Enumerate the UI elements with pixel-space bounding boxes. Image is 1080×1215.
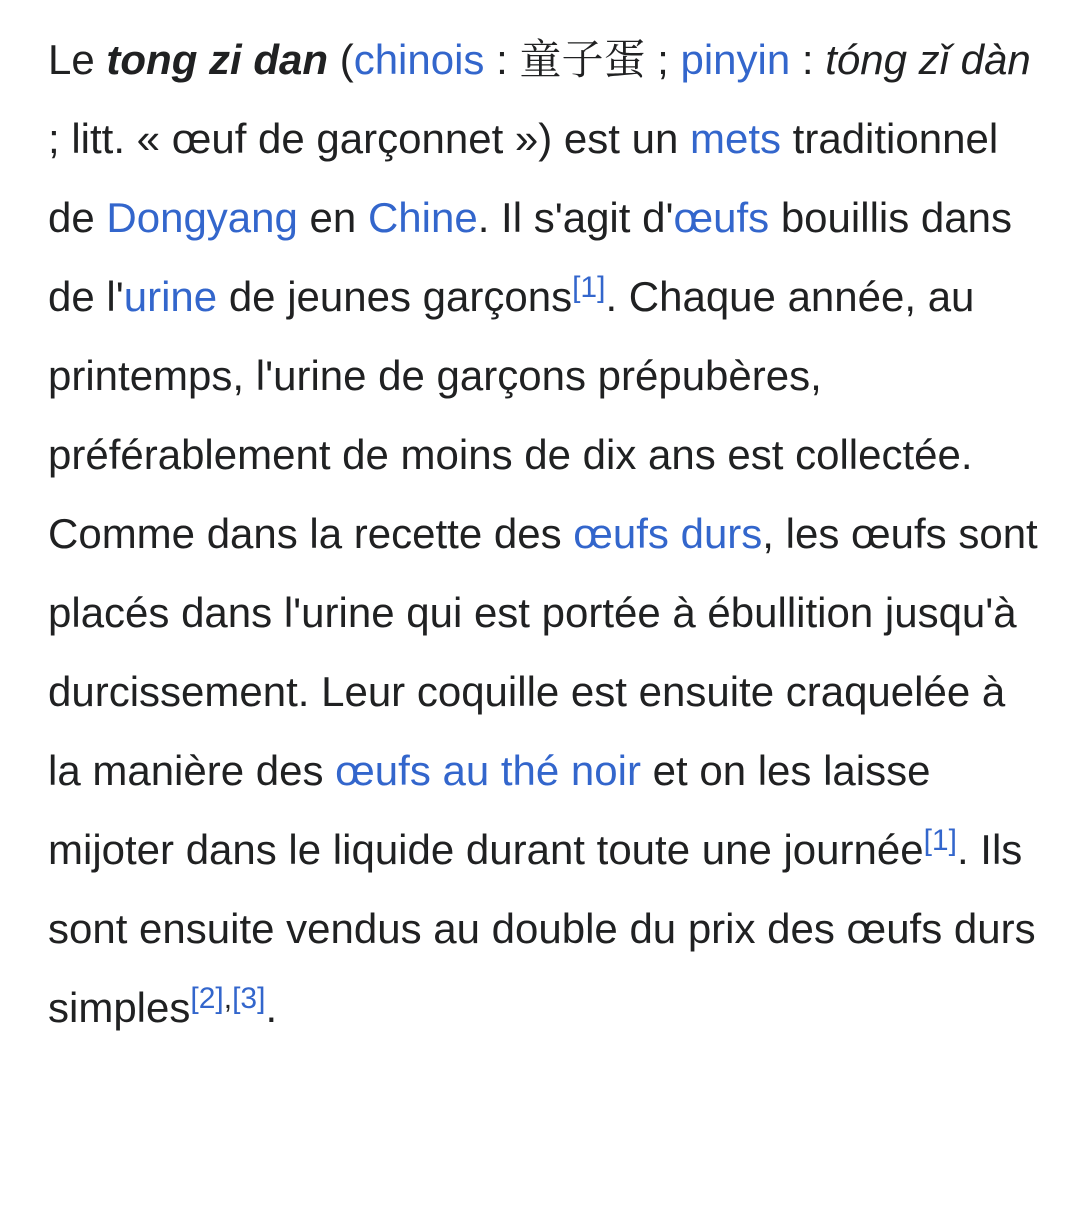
text-segment: : xyxy=(790,36,826,83)
reference-separator: , xyxy=(223,982,233,1015)
link-urine[interactable]: urine xyxy=(123,273,218,320)
text-segment: ; litt. « œuf de garçonnet ») est un xyxy=(48,115,690,162)
reference-link-1[interactable]: [1] xyxy=(572,271,606,304)
reference-link-2[interactable]: [2] xyxy=(190,982,224,1015)
article-paragraph xyxy=(48,20,1040,1047)
text-segment: . xyxy=(265,984,278,1031)
link-oeufs-durs[interactable]: œufs durs xyxy=(573,510,763,557)
text-segment: bouillis dans de l' xyxy=(48,194,1012,320)
link-oeufs[interactable]: œufs xyxy=(673,194,770,241)
reference-1 xyxy=(572,271,605,304)
reference-2-3 xyxy=(190,982,265,1015)
text-segment: Le xyxy=(48,36,107,83)
reference-link-3[interactable]: [3] xyxy=(232,982,266,1015)
reference-1b xyxy=(924,824,957,857)
pinyin-text: tóng zǐ dàn xyxy=(825,36,1031,83)
link-chine[interactable]: Chine xyxy=(367,194,478,241)
article-term: tong zi dan xyxy=(106,36,329,83)
text-segment: , les œufs sont placés dans l'urine qui est portée à ébullition jusqu'à durcissement. Leur coquille est ensuite craquelée à la manière des xyxy=(48,510,1038,794)
link-oeufs-au-the-noir[interactable]: œufs au thé noir xyxy=(335,747,641,794)
text-segment: en xyxy=(297,194,368,241)
link-dongyang[interactable]: Dongyang xyxy=(106,194,298,241)
hanzi-text: 童子蛋 xyxy=(519,35,646,84)
text-segment: de jeunes garçons xyxy=(217,273,573,320)
text-segment: . Chaque année, au printemps, l'urine de garçons prépubères, préférablement de moins de dix ans est collectée. Comme dans la recette des xyxy=(48,273,975,557)
text-segment: . Il s'agit d' xyxy=(477,194,674,241)
text-segment: et on les laisse mijoter dans le liquide durant toute une journée xyxy=(48,747,931,873)
text-segment: ( xyxy=(328,36,354,83)
link-pinyin[interactable]: pinyin xyxy=(680,36,791,83)
reference-link-1b[interactable]: [1] xyxy=(923,824,957,857)
text-segment: . Ils sont ensuite vendus au double du prix des œufs durs simples xyxy=(48,826,1036,1031)
link-chinois[interactable]: chinois xyxy=(353,36,485,83)
text-segment: traditionnel de xyxy=(48,115,999,241)
text-segment: : xyxy=(484,36,520,83)
link-mets[interactable]: mets xyxy=(690,115,782,162)
text-segment: ; xyxy=(645,36,681,83)
